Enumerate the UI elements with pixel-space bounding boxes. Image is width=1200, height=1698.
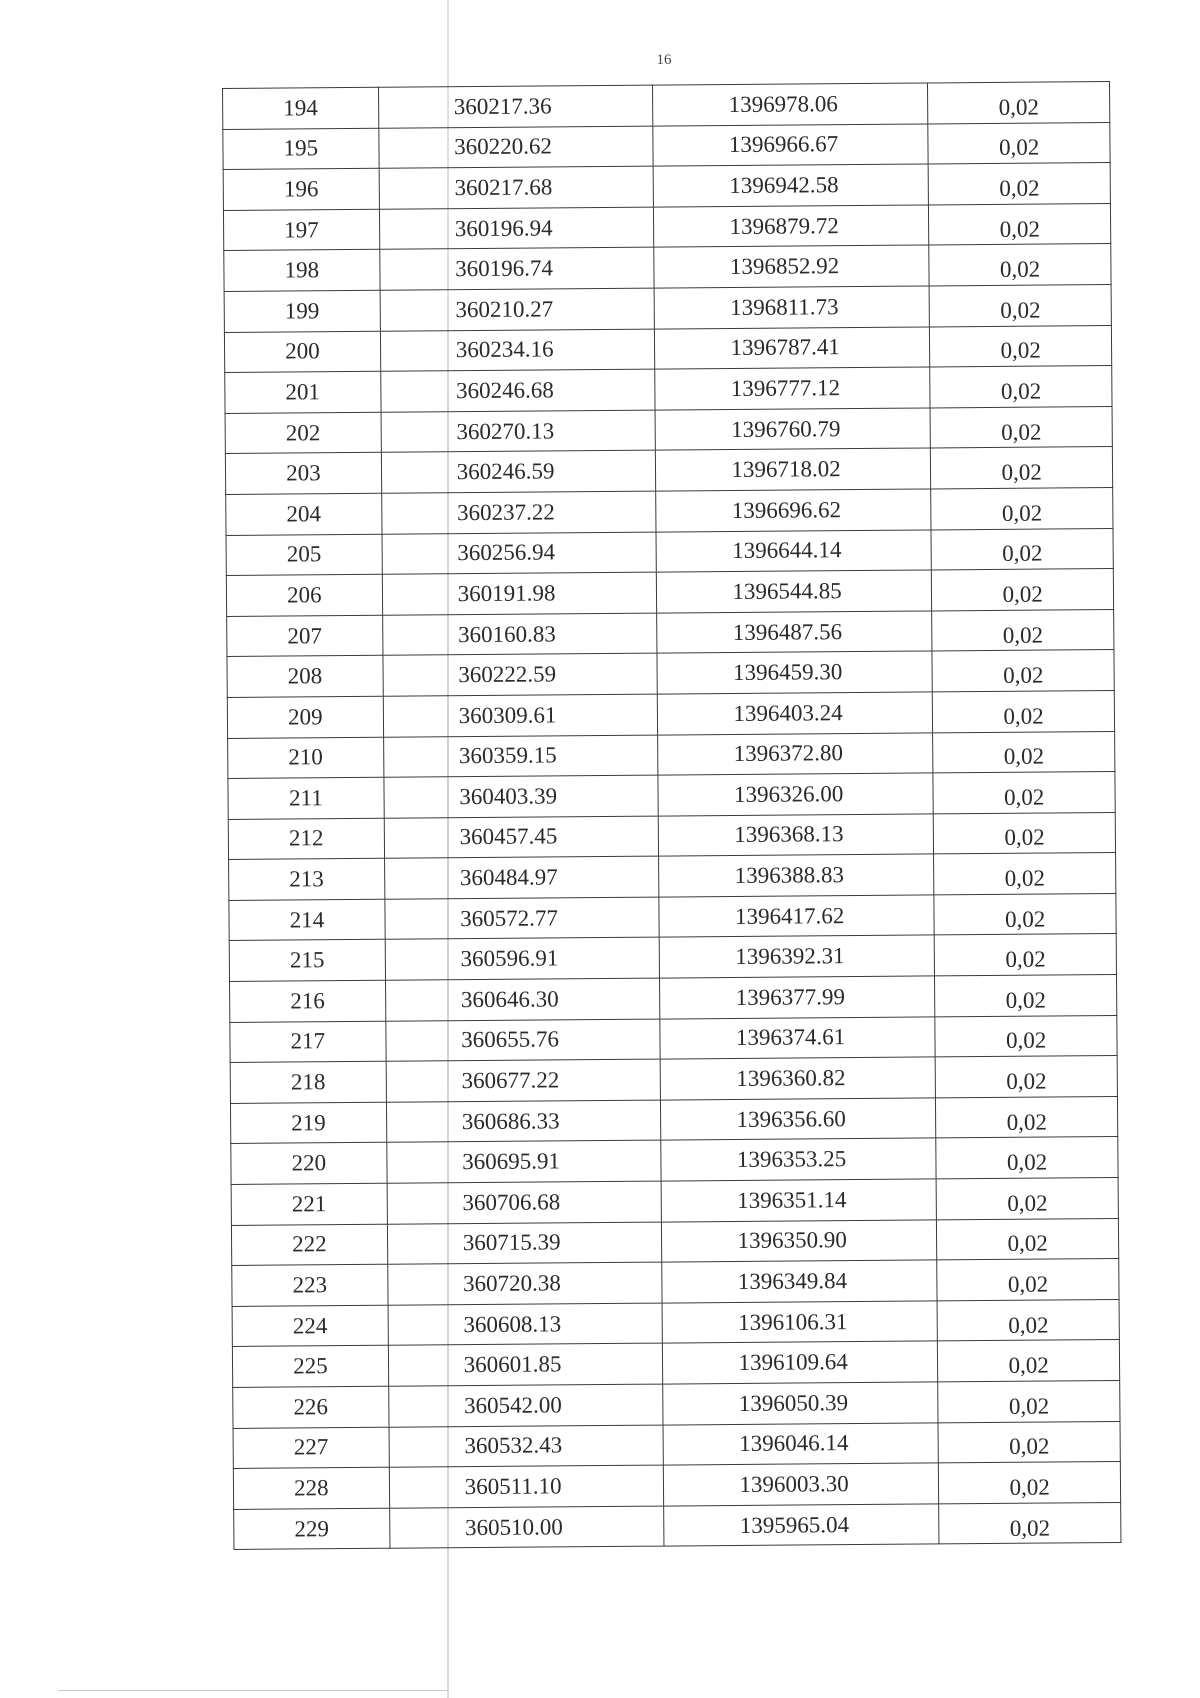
x-coordinate-cell: 360608.13 bbox=[388, 1303, 663, 1346]
table-row bbox=[223, 203, 1110, 251]
table-row bbox=[229, 893, 1116, 941]
x-coordinate-cell: 360686.33 bbox=[386, 1100, 661, 1143]
table-row bbox=[224, 244, 1111, 292]
accuracy-cell: 0,02 bbox=[931, 487, 1113, 529]
accuracy-cell: 0,02 bbox=[929, 203, 1111, 245]
accuracy-cell: 0,02 bbox=[934, 893, 1116, 935]
bottom-rule bbox=[58, 1690, 448, 1691]
accuracy-cell: 0,02 bbox=[936, 1178, 1118, 1220]
y-coordinate-cell: 1396760.79 bbox=[656, 408, 931, 451]
accuracy-cell: 0,02 bbox=[931, 528, 1113, 570]
table-row bbox=[226, 528, 1113, 576]
accuracy-cell: 0,02 bbox=[938, 1380, 1120, 1422]
accuracy-cell: 0,02 bbox=[933, 772, 1115, 814]
x-coordinate-cell: 360706.68 bbox=[387, 1181, 662, 1224]
table-row bbox=[230, 975, 1117, 1023]
table-row bbox=[228, 772, 1115, 820]
accuracy-cell: 0,02 bbox=[929, 284, 1111, 326]
x-coordinate-cell: 360160.83 bbox=[382, 613, 657, 656]
table-row bbox=[231, 1178, 1118, 1226]
table-row bbox=[225, 366, 1112, 414]
y-coordinate-cell: 1396109.64 bbox=[663, 1341, 938, 1384]
x-coordinate-cell: 360246.59 bbox=[381, 450, 656, 493]
y-coordinate-cell: 1396942.58 bbox=[654, 164, 929, 207]
table-row bbox=[227, 690, 1114, 738]
accuracy-cell: 0,02 bbox=[932, 569, 1114, 611]
point-number-cell: 197 bbox=[223, 209, 379, 251]
accuracy-cell: 0,02 bbox=[929, 244, 1111, 286]
accuracy-cell: 0,02 bbox=[936, 1137, 1118, 1179]
accuracy-cell: 0,02 bbox=[928, 82, 1110, 124]
x-coordinate-cell: 360695.91 bbox=[387, 1141, 662, 1184]
point-number-cell: 227 bbox=[233, 1427, 389, 1469]
point-number-cell: 213 bbox=[229, 859, 385, 901]
y-coordinate-cell: 1396046.14 bbox=[663, 1423, 938, 1466]
accuracy-cell: 0,02 bbox=[938, 1340, 1120, 1382]
point-number-cell: 204 bbox=[226, 493, 382, 535]
x-coordinate-cell: 360309.61 bbox=[383, 694, 658, 737]
point-number-cell: 199 bbox=[224, 290, 380, 332]
y-coordinate-cell: 1396374.61 bbox=[660, 1017, 935, 1060]
table-row bbox=[230, 1096, 1117, 1144]
x-coordinate-cell: 360715.39 bbox=[387, 1222, 662, 1265]
accuracy-cell: 0,02 bbox=[930, 366, 1112, 408]
point-number-cell: 212 bbox=[228, 818, 384, 860]
y-coordinate-cell: 1396787.41 bbox=[655, 327, 930, 370]
point-number-cell: 223 bbox=[232, 1264, 388, 1306]
y-coordinate-cell: 1396544.85 bbox=[657, 570, 932, 613]
table-row bbox=[232, 1259, 1119, 1307]
point-number-cell: 207 bbox=[227, 615, 383, 657]
point-number-cell: 229 bbox=[234, 1508, 390, 1550]
y-coordinate-cell: 1396388.83 bbox=[659, 854, 934, 897]
point-number-cell: 206 bbox=[226, 574, 382, 616]
coordinates-table-body bbox=[223, 82, 1121, 1550]
accuracy-cell: 0,02 bbox=[930, 325, 1112, 367]
point-number-cell: 205 bbox=[226, 534, 382, 576]
accuracy-cell: 0,02 bbox=[935, 1056, 1117, 1098]
point-number-cell: 196 bbox=[223, 168, 379, 210]
y-coordinate-cell: 1396718.02 bbox=[656, 448, 931, 491]
table-row bbox=[230, 1056, 1117, 1104]
x-coordinate-cell: 360655.76 bbox=[386, 1019, 661, 1062]
table-row bbox=[226, 569, 1113, 617]
point-number-cell: 220 bbox=[231, 1143, 387, 1185]
coordinates-table-container bbox=[222, 81, 1121, 1550]
accuracy-cell: 0,02 bbox=[932, 609, 1114, 651]
x-coordinate-cell: 360217.68 bbox=[379, 166, 654, 209]
y-coordinate-cell: 1396487.56 bbox=[657, 611, 932, 654]
table-row bbox=[224, 325, 1111, 373]
x-coordinate-cell: 360484.97 bbox=[384, 856, 659, 899]
x-coordinate-cell: 360596.91 bbox=[385, 938, 660, 981]
accuracy-cell: 0,02 bbox=[934, 934, 1116, 976]
table-row bbox=[224, 284, 1111, 332]
table-row bbox=[233, 1380, 1120, 1428]
point-number-cell: 217 bbox=[230, 1021, 386, 1063]
accuracy-cell: 0,02 bbox=[932, 650, 1114, 692]
table-row bbox=[234, 1502, 1121, 1550]
point-number-cell: 224 bbox=[232, 1305, 388, 1347]
table-row bbox=[225, 406, 1112, 454]
point-number-cell: 200 bbox=[224, 331, 380, 373]
point-number-cell: 226 bbox=[233, 1386, 389, 1428]
accuracy-cell: 0,02 bbox=[933, 690, 1115, 732]
y-coordinate-cell: 1396696.62 bbox=[656, 489, 931, 532]
x-coordinate-cell: 360234.16 bbox=[380, 329, 655, 372]
accuracy-cell: 0,02 bbox=[937, 1299, 1119, 1341]
point-number-cell: 221 bbox=[231, 1183, 387, 1225]
table-row bbox=[225, 447, 1112, 495]
x-coordinate-cell: 360532.43 bbox=[389, 1425, 664, 1468]
table-row bbox=[233, 1462, 1120, 1510]
accuracy-cell: 0,02 bbox=[937, 1218, 1119, 1260]
y-coordinate-cell: 1396811.73 bbox=[655, 286, 930, 329]
point-number-cell: 201 bbox=[225, 371, 381, 413]
x-coordinate-cell: 360210.27 bbox=[380, 288, 655, 331]
x-coordinate-cell: 360511.10 bbox=[389, 1465, 664, 1508]
x-coordinate-cell: 360237.22 bbox=[381, 491, 656, 534]
point-number-cell: 225 bbox=[232, 1346, 388, 1388]
point-number-cell: 209 bbox=[227, 696, 383, 738]
y-coordinate-cell: 1396372.80 bbox=[658, 732, 933, 775]
x-coordinate-cell: 360196.74 bbox=[379, 247, 654, 290]
point-number-cell: 215 bbox=[229, 940, 385, 982]
table-row bbox=[227, 609, 1114, 657]
table-row bbox=[228, 731, 1115, 779]
table-row bbox=[229, 934, 1116, 982]
y-coordinate-cell: 1396106.31 bbox=[663, 1301, 938, 1344]
y-coordinate-cell: 1396403.24 bbox=[658, 692, 933, 735]
table-row bbox=[231, 1218, 1118, 1266]
table-row bbox=[230, 1015, 1117, 1063]
x-coordinate-cell: 360677.22 bbox=[386, 1059, 661, 1102]
accuracy-cell: 0,02 bbox=[928, 163, 1110, 205]
accuracy-cell: 0,02 bbox=[930, 406, 1112, 448]
x-coordinate-cell: 360191.98 bbox=[382, 572, 657, 615]
y-coordinate-cell: 1396644.14 bbox=[656, 529, 931, 572]
point-number-cell: 214 bbox=[229, 899, 385, 941]
table-row bbox=[223, 122, 1110, 170]
y-coordinate-cell: 1396368.13 bbox=[659, 814, 934, 857]
accuracy-cell: 0,02 bbox=[933, 731, 1115, 773]
point-number-cell: 198 bbox=[224, 250, 380, 292]
x-coordinate-cell: 360359.15 bbox=[383, 735, 658, 778]
accuracy-cell: 0,02 bbox=[936, 1096, 1118, 1138]
y-coordinate-cell: 1396050.39 bbox=[663, 1382, 938, 1425]
point-number-cell: 211 bbox=[228, 777, 384, 819]
y-coordinate-cell: 1396978.06 bbox=[653, 83, 928, 126]
x-coordinate-cell: 360256.94 bbox=[382, 532, 657, 575]
point-number-cell: 195 bbox=[223, 128, 379, 170]
point-number-cell: 222 bbox=[231, 1224, 387, 1266]
point-number-cell: 210 bbox=[228, 737, 384, 779]
x-coordinate-cell: 360220.62 bbox=[379, 126, 654, 169]
y-coordinate-cell: 1396003.30 bbox=[664, 1463, 939, 1506]
x-coordinate-cell: 360196.94 bbox=[379, 207, 654, 250]
x-coordinate-cell: 360646.30 bbox=[385, 978, 660, 1021]
table-row bbox=[223, 163, 1110, 211]
x-coordinate-cell: 360510.00 bbox=[389, 1506, 664, 1549]
accuracy-cell: 0,02 bbox=[928, 122, 1110, 164]
y-coordinate-cell: 1396879.72 bbox=[654, 205, 929, 248]
table-row bbox=[228, 812, 1115, 860]
y-coordinate-cell: 1396326.00 bbox=[658, 773, 933, 816]
x-coordinate-cell: 360720.38 bbox=[387, 1262, 662, 1305]
y-coordinate-cell: 1396377.99 bbox=[660, 976, 935, 1019]
page-number: 16 bbox=[656, 52, 672, 68]
x-coordinate-cell: 360542.00 bbox=[388, 1384, 663, 1427]
accuracy-cell: 0,02 bbox=[934, 853, 1116, 895]
x-coordinate-cell: 360222.59 bbox=[383, 653, 658, 696]
y-coordinate-cell: 1396353.25 bbox=[661, 1138, 936, 1181]
accuracy-cell: 0,02 bbox=[935, 1015, 1117, 1057]
point-number-cell: 228 bbox=[233, 1467, 389, 1509]
y-coordinate-cell: 1396360.82 bbox=[661, 1057, 936, 1100]
point-number-cell: 219 bbox=[230, 1102, 386, 1144]
table-row bbox=[233, 1421, 1120, 1469]
x-coordinate-cell: 360403.39 bbox=[384, 775, 659, 818]
y-coordinate-cell: 1396392.31 bbox=[660, 935, 935, 978]
accuracy-cell: 0,02 bbox=[939, 1462, 1121, 1504]
accuracy-cell: 0,02 bbox=[937, 1259, 1119, 1301]
table-row bbox=[232, 1340, 1119, 1388]
y-coordinate-cell: 1396351.14 bbox=[662, 1179, 937, 1222]
table-row bbox=[223, 82, 1110, 130]
y-coordinate-cell: 1396459.30 bbox=[657, 651, 932, 694]
y-coordinate-cell: 1395965.04 bbox=[664, 1504, 939, 1547]
point-number-cell: 208 bbox=[227, 656, 383, 698]
x-coordinate-cell: 360270.13 bbox=[381, 410, 656, 453]
accuracy-cell: 0,02 bbox=[938, 1421, 1120, 1463]
coordinates-table bbox=[222, 81, 1121, 1550]
point-number-cell: 203 bbox=[225, 453, 381, 495]
y-coordinate-cell: 1396350.90 bbox=[662, 1220, 937, 1263]
point-number-cell: 216 bbox=[230, 980, 386, 1022]
accuracy-cell: 0,02 bbox=[934, 812, 1116, 854]
table-row bbox=[229, 853, 1116, 901]
x-coordinate-cell: 360457.45 bbox=[384, 816, 659, 859]
y-coordinate-cell: 1396777.12 bbox=[655, 367, 930, 410]
y-coordinate-cell: 1396417.62 bbox=[659, 895, 934, 938]
y-coordinate-cell: 1396356.60 bbox=[661, 1098, 936, 1141]
accuracy-cell: 0,02 bbox=[931, 447, 1113, 489]
accuracy-cell: 0,02 bbox=[939, 1502, 1121, 1544]
x-coordinate-cell: 360601.85 bbox=[388, 1343, 663, 1386]
x-coordinate-cell: 360217.36 bbox=[378, 85, 653, 128]
table-row bbox=[227, 650, 1114, 698]
table-row bbox=[232, 1299, 1119, 1347]
point-number-cell: 202 bbox=[225, 412, 381, 454]
y-coordinate-cell: 1396349.84 bbox=[662, 1260, 937, 1303]
table-row bbox=[226, 487, 1113, 535]
accuracy-cell: 0,02 bbox=[935, 975, 1117, 1017]
x-coordinate-cell: 360246.68 bbox=[380, 369, 655, 412]
point-number-cell: 194 bbox=[223, 87, 379, 129]
y-coordinate-cell: 1396852.92 bbox=[654, 245, 929, 288]
point-number-cell: 218 bbox=[230, 1061, 386, 1103]
table-row bbox=[231, 1137, 1118, 1185]
y-coordinate-cell: 1396966.67 bbox=[653, 124, 928, 167]
x-coordinate-cell: 360572.77 bbox=[385, 897, 660, 940]
